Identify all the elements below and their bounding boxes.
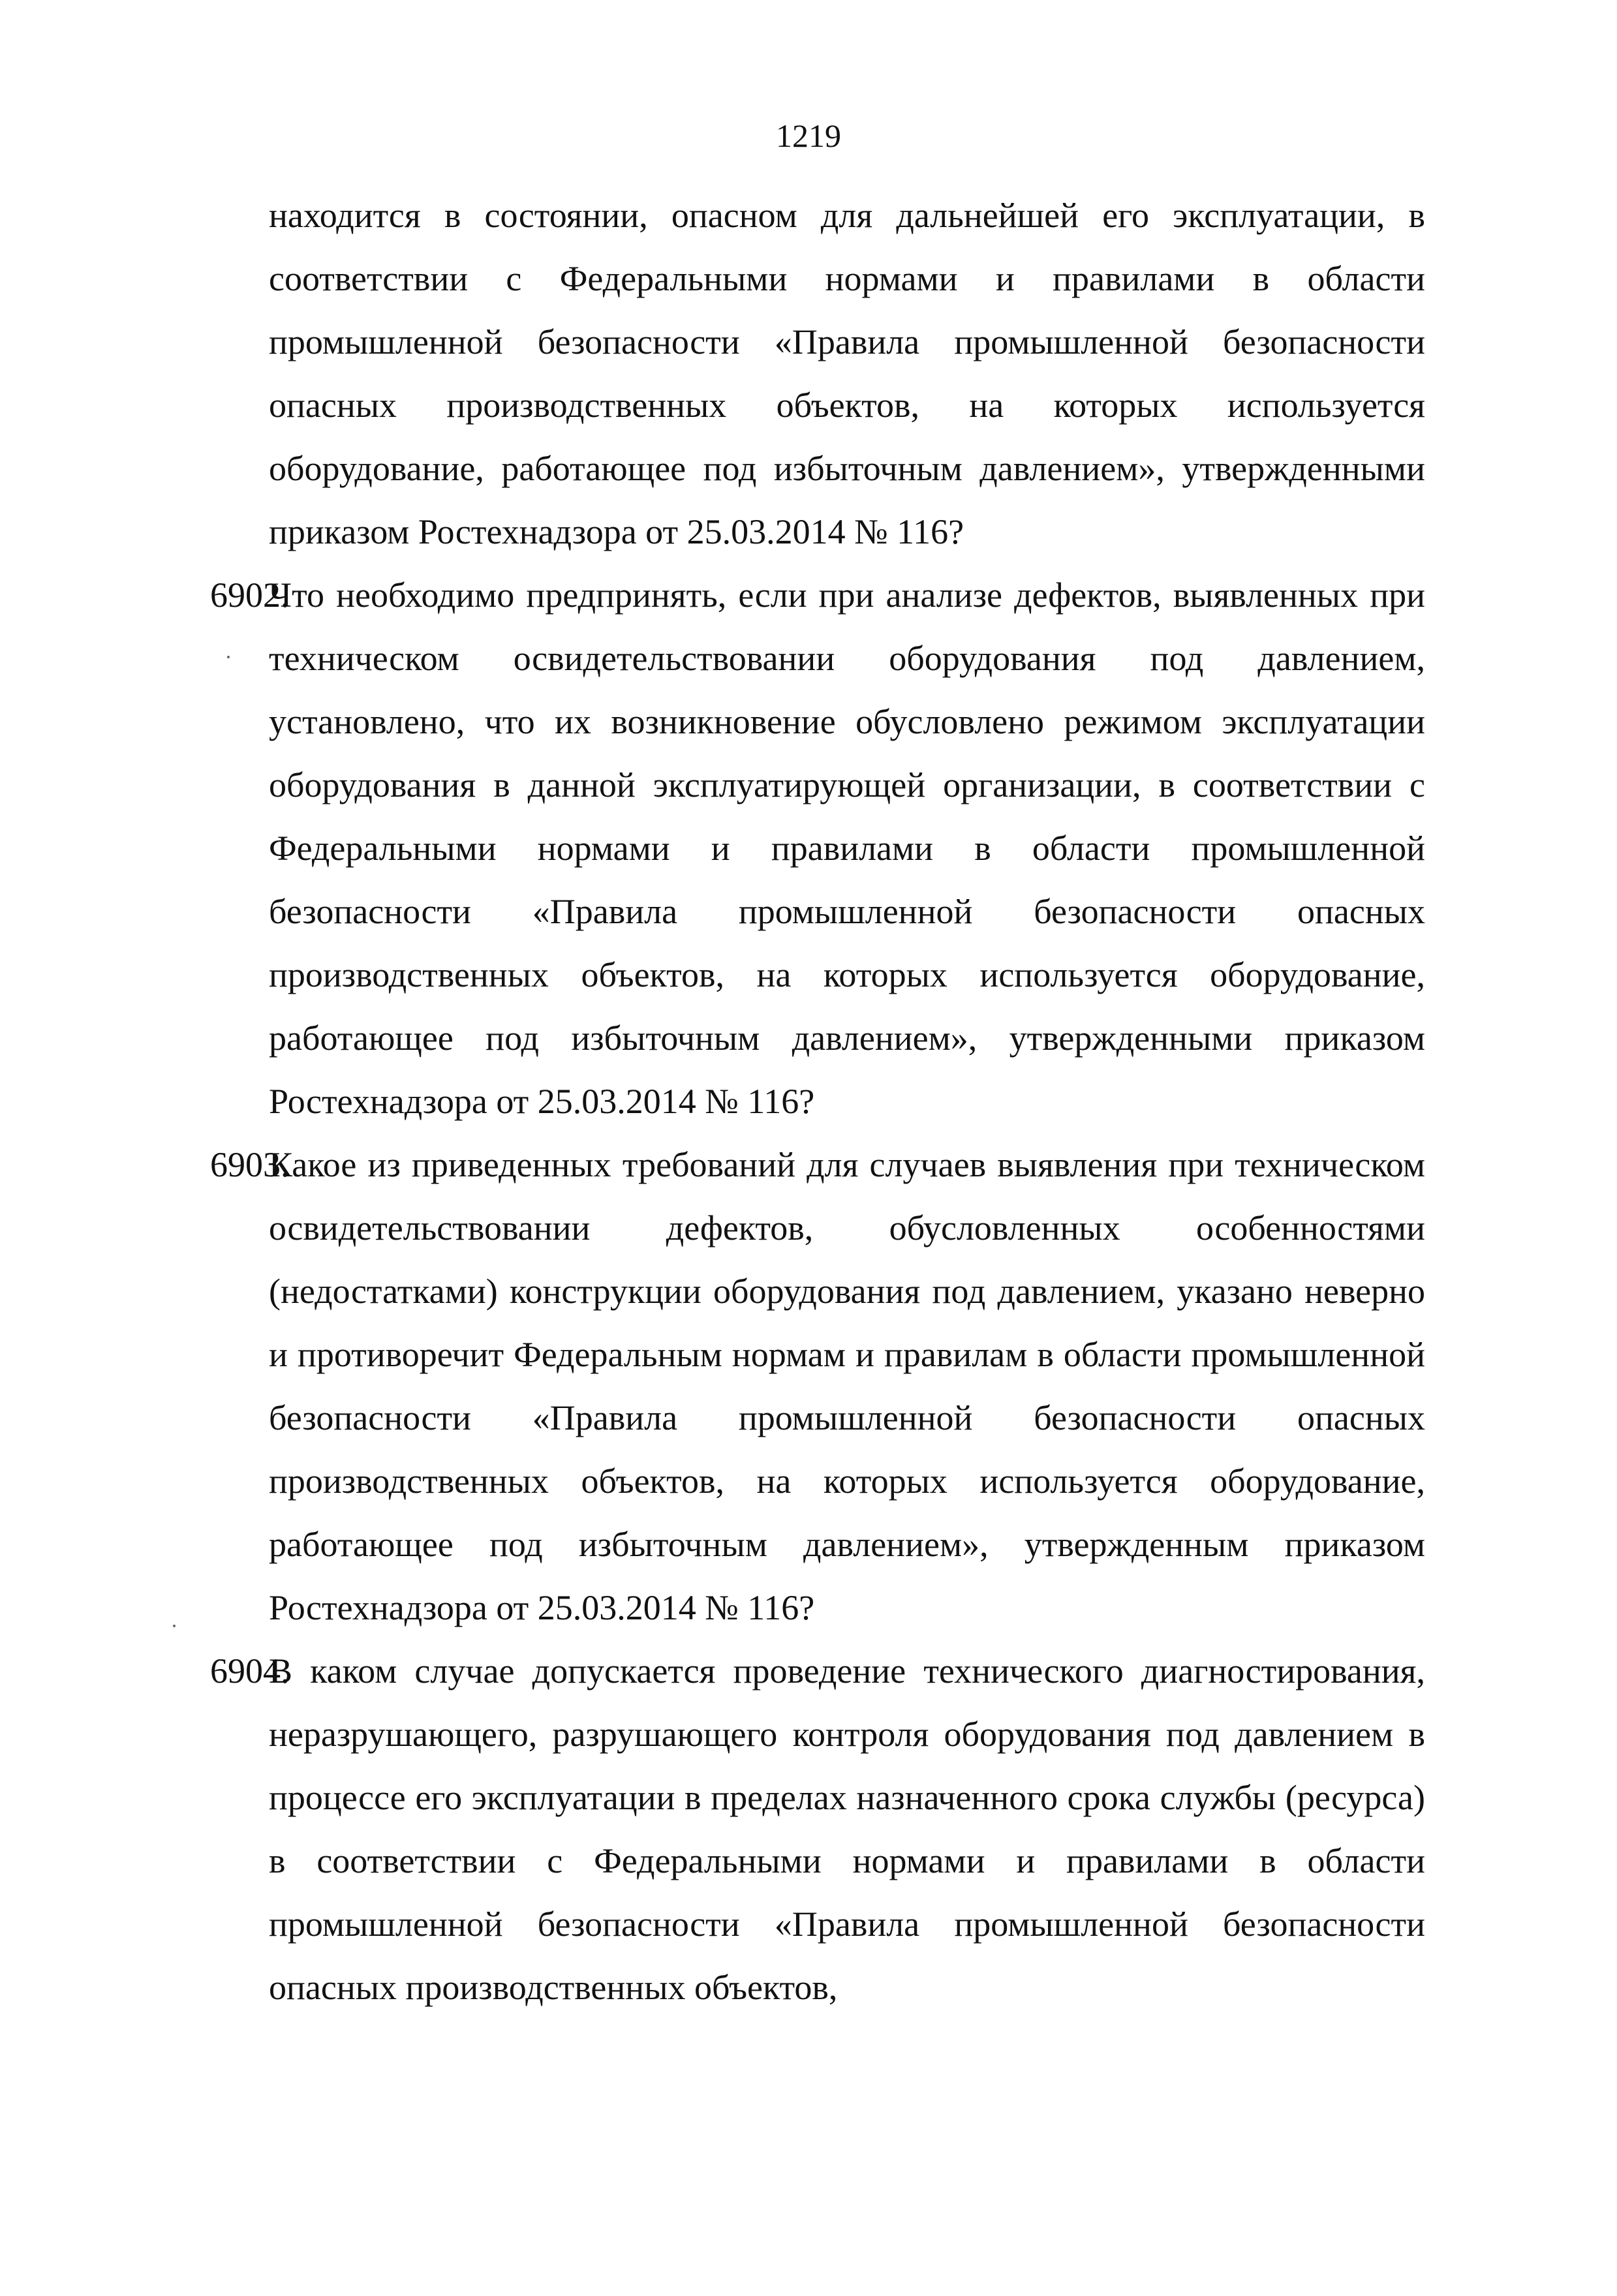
scan-speck [173,1625,176,1627]
question-number: 6903. [210,1145,290,1184]
question-text: В каком случае допускается проведение технического диагностирования, неразрушающего, разрушающего контроля оборудования под давлением в процессе его эксплуатации в пределах назначенного срока службы (ресурса) в соответствии с Федеральными нормами и правилами в области промышленной безопасности «Правила промышленной безопасности опасных производственных объектов, [269,1651,1425,2007]
question-text: находится в состоянии, опасном для дальнейшей его эксплуатации, в соответствии с Федеральными нормами и правилами в области промышленной безопасности «Правила промышленной безопасности опасных производственных объектов, на которых используется оборудование, работающее под избыточным давлением», утвержденными приказом Ростехнадзора от 25.03.2014 № 116? [269,196,1425,551]
question-6904 [210,1640,1425,2019]
question-text: Какое из приведенных требований для случаев выявления при техническом освидетельствовании дефектов, обусловленных особенностями (недостатками) конструкции оборудования под давлением, указано неверно и противоречит Федеральным нормам и правилам в области промышленной безопасности «Правила промышленной безопасности опасных производственных объектов, на которых используется оборудование, работающее под избыточным давлением», утвержденным приказом Ростехнадзора от 25.03.2014 № 116? [269,1145,1425,1627]
page-number: 1219 [776,117,841,154]
question-continuation [210,184,1425,564]
question-number: 6902. [210,575,290,615]
question-6902 [210,564,1425,1133]
question-text: Что необходимо предпринять, если при анализе дефектов, выявленных при техническом освидетельствовании оборудования под давлением, установлено, что их возникновение обусловлено режимом эксплуатации оборудования в данной эксплуатирующей организации, в соответствии с Федеральными нормами и правилами в области промышленной безопасности «Правила промышленной безопасности опасных производственных объектов, на которых используется оборудование, работающее под избыточным давлением», утвержденными приказом Ростехнадзора от 25.03.2014 № 116? [269,575,1425,1121]
question-number: 6904. [210,1651,290,1691]
scan-speck [227,656,230,658]
document-body [210,184,1425,2019]
question-6903 [210,1133,1425,1640]
